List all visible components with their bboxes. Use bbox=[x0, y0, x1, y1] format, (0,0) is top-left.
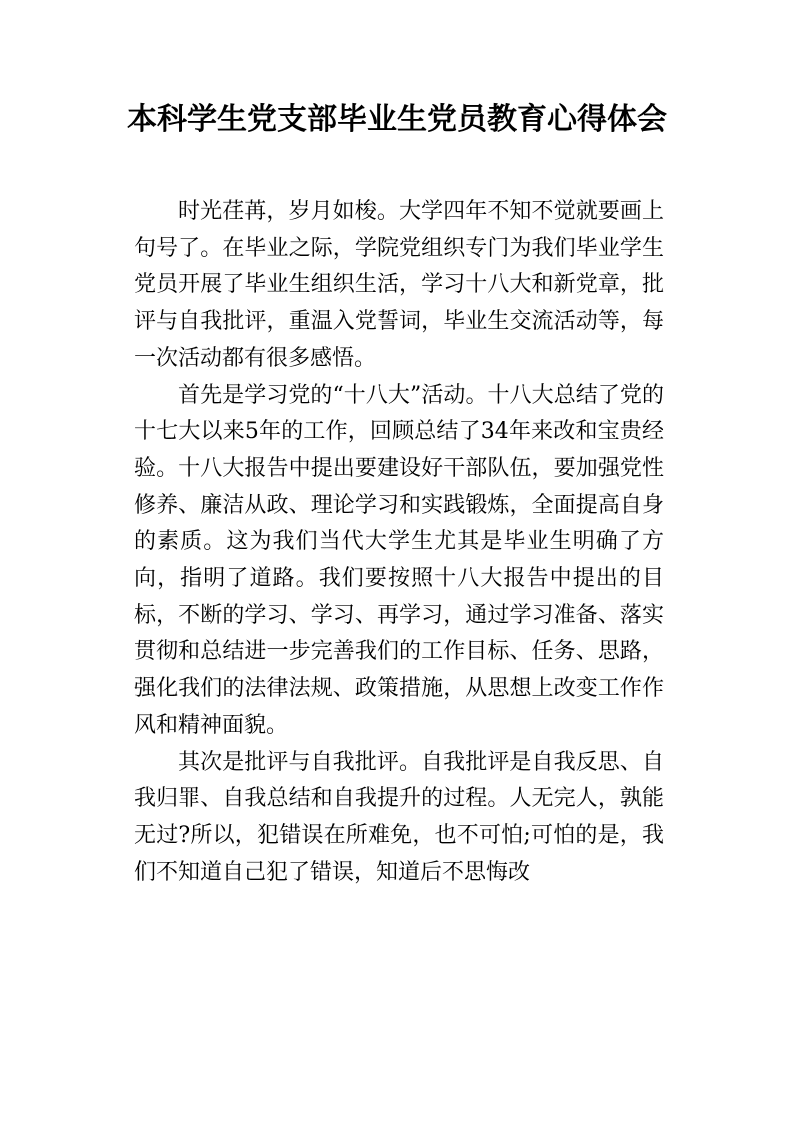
paragraph-study-congress: 首先是学习党的“十八大”活动。十八大总结了党的十七大以来5年的工作，回顾总结了34年来改和宝贵经验。十八大报告中提出要建设好干部队伍，要加强党性修养、廉洁从政、理论学习和实践锻炼，全面提高自身的素质。这为我们当代大学生尤其是毕业生明确了方向，指明了道路。我们要按照十八大报告中提出的目标，不断的学习、学习、再学习，通过学习准备、落实贯彻和总结进一步完善我们的工作目标、任务、思路，强化我们的法律法规、政策措施，从思想上改变工作作风和精神面貌。 bbox=[134, 382, 664, 738]
document-title: 本科学生党支部毕业生党员教育心得体会 bbox=[127, 102, 667, 137]
document-body bbox=[134, 194, 664, 891]
paragraph-criticism: 其次是批评与自我批评。自我批评是自我反思、自我归罪、自我总结和自我提升的过程。人无完人，孰能无过?所以，犯错误在所难免，也不可怕;可怕的是，我们不知道自己犯了错误，知道后不思悔改 bbox=[134, 749, 664, 885]
paragraph-intro: 时光荏苒，岁月如梭。大学四年不知不觉就要画上句号了。在毕业之际，学院党组织专门为我们毕业学生党员开展了毕业生组织生活，学习十八大和新党章，批评与自我批评，重温入党誓词，毕业生交流活动等，每一次活动都有很多感悟。 bbox=[134, 199, 664, 371]
